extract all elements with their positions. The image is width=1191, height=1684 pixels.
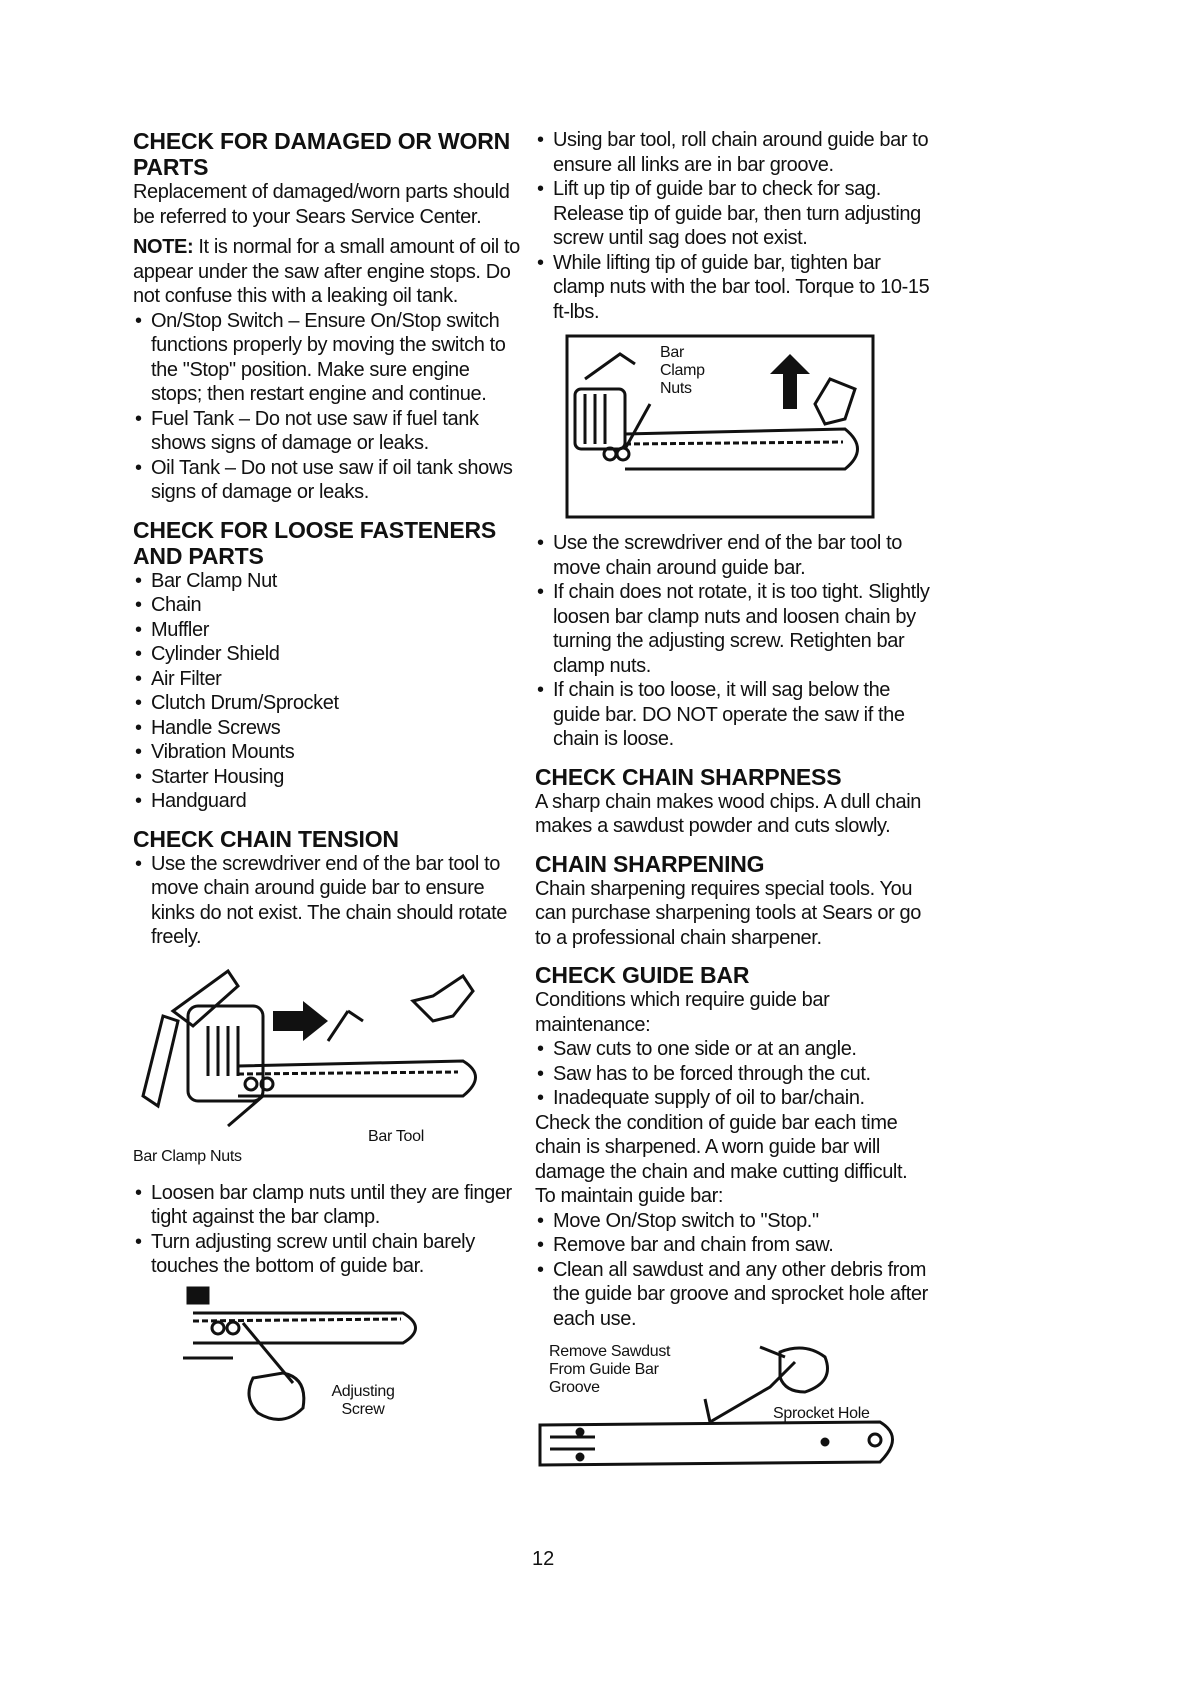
list-item: • Handle Screws: [133, 716, 523, 741]
list-item: • Fuel Tank – Do not use saw if fuel tank shows signs of damage or leaks.: [133, 407, 523, 456]
list-item: • Turn adjusting screw until chain barely touches the bottom of guide bar.: [133, 1230, 523, 1279]
label-sprocket-hole: Sprocket Hole: [773, 1405, 870, 1422]
list-item: • Starter Housing: [133, 765, 523, 790]
guide-bar-text: Check the condition of guide bar each time chain is sharpened. A worn guide bar will damage the chain and make cutting difficult. To maintain guide bar:: [535, 1111, 908, 1207]
list-item: • Chain: [133, 593, 523, 618]
figure-adjusting-screw: [133, 1283, 523, 1433]
list-item: • If chain does not rotate, it is too tight. Slightly loosen bar clamp nuts and loosen chain by turning the adjusting screw. Retighten bar clamp nuts.: [535, 580, 930, 678]
note-label: NOTE:: [133, 236, 194, 258]
list-item: • Clean all sawdust and any other debris from the guide bar groove and sprocket hole after each use.: [535, 1258, 930, 1332]
tension-steps-list: [535, 128, 930, 324]
note-text: It is normal for a small amount of oil to appear under the saw after engine stops. Do not confuse this with a leaking oil tank.: [133, 236, 520, 307]
label-bar-clamp-nuts-right: Bar Clamp Nuts: [660, 344, 705, 397]
chain-sharpening-text: Chain sharpening requires special tools. You can purchase sharpening tools at Sears or go to a professional chain sharpener.: [535, 877, 921, 949]
list-item: • Oil Tank – Do not use saw if oil tank shows signs of damage or leaks.: [133, 456, 523, 505]
label-remove-sawdust: Remove Sawdust From Guide Bar Groove: [549, 1343, 671, 1396]
list-item: • Inadequate supply of oil to bar/chain.: [535, 1086, 930, 1111]
list-item: • Use the screwdriver end of the bar tool to move chain around guide bar to ensure kinks do not exist. The chain should rotate freely.: [133, 852, 523, 950]
chainsaw-bar-tool-illustration: [133, 956, 523, 1171]
list-item: • Lift up tip of guide bar to check for sag. Release tip of guide bar, then turn adjusting screw until sag does not exist.: [535, 177, 930, 251]
label-bar-tool: Bar Tool: [368, 1127, 425, 1145]
chain-tension-list: [133, 852, 523, 950]
section-title-chain-tension: CHECK CHAIN TENSION: [133, 825, 399, 852]
damaged-parts-list: [133, 309, 523, 505]
guide-bar-conditions-list: [535, 1037, 930, 1111]
chain-tension-list-2: [133, 1181, 523, 1279]
list-item: • Clutch Drum/Sprocket: [133, 691, 523, 716]
bar-clamp-nuts-illustration: [565, 334, 875, 519]
figure-bar-clamp-nuts: [565, 334, 930, 519]
section-title-chain-sharpness: CHECK CHAIN SHARPNESS: [535, 763, 842, 790]
list-item: • Saw has to be forced through the cut.: [535, 1062, 930, 1087]
page-number: 12: [532, 1548, 555, 1570]
label-bar-clamp-nuts: Bar Clamp Nuts: [133, 1147, 242, 1165]
figure-guide-bar-groove: [535, 1337, 930, 1472]
list-item: • Handguard: [133, 789, 523, 814]
list-item: • Saw cuts to one side or at an angle.: [535, 1037, 930, 1062]
tension-steps-list-2: [535, 531, 930, 752]
section-title-guide-bar: CHECK GUIDE BAR: [535, 962, 750, 988]
list-item: • Air Filter: [133, 667, 523, 692]
left-column: [133, 128, 523, 1433]
guide-bar-intro: Conditions which require guide bar maintenance:: [535, 989, 830, 1036]
list-item: • Remove bar and chain from saw.: [535, 1233, 930, 1258]
guide-bar-steps-list: [535, 1209, 930, 1332]
list-item: • Muffler: [133, 618, 523, 643]
section-title-damaged-parts: CHECK FOR DAMAGED OR WORN PARTS: [133, 128, 511, 180]
list-item: • While lifting tip of guide bar, tighten bar clamp nuts with the bar tool. Torque to 10-15 ft-lbs.: [535, 251, 930, 325]
loose-fasteners-list: [133, 569, 523, 814]
list-item: • If chain is too loose, it will sag below the guide bar. DO NOT operate the saw if the chain is loose.: [535, 678, 930, 752]
chain-sharpness-text: A sharp chain makes wood chips. A dull chain makes a sawdust powder and cuts slowly.: [535, 790, 921, 837]
list-item: • Cylinder Shield: [133, 642, 523, 667]
list-item: • Move On/Stop switch to "Stop.": [535, 1209, 930, 1234]
label-adjusting-screw: Adjusting Screw: [331, 1382, 395, 1418]
section-title-chain-sharpening: CHAIN SHARPENING: [535, 850, 765, 877]
damaged-parts-intro: Replacement of damaged/worn parts should be referred to your Sears Service Center.: [133, 181, 510, 228]
list-item: • Loosen bar clamp nuts until they are finger tight against the bar clamp.: [133, 1181, 523, 1230]
list-item: • On/Stop Switch – Ensure On/Stop switch functions properly by moving the switch to the "Stop" position. Make sure engine stops; then restart engine and continue.: [133, 309, 523, 407]
list-item: • Using bar tool, roll chain around guide bar to ensure all links are in bar groove.: [535, 128, 930, 177]
list-item: • Bar Clamp Nut: [133, 569, 523, 594]
list-item: • Vibration Mounts: [133, 740, 523, 765]
list-item: • Use the screwdriver end of the bar tool to move chain around guide bar.: [535, 531, 930, 580]
section-title-loose-fasteners: CHECK FOR LOOSE FASTENERS AND PARTS: [133, 516, 497, 569]
figure-bar-tool: [133, 956, 523, 1171]
right-column: [535, 128, 930, 1472]
note-paragraph: [133, 235, 523, 309]
